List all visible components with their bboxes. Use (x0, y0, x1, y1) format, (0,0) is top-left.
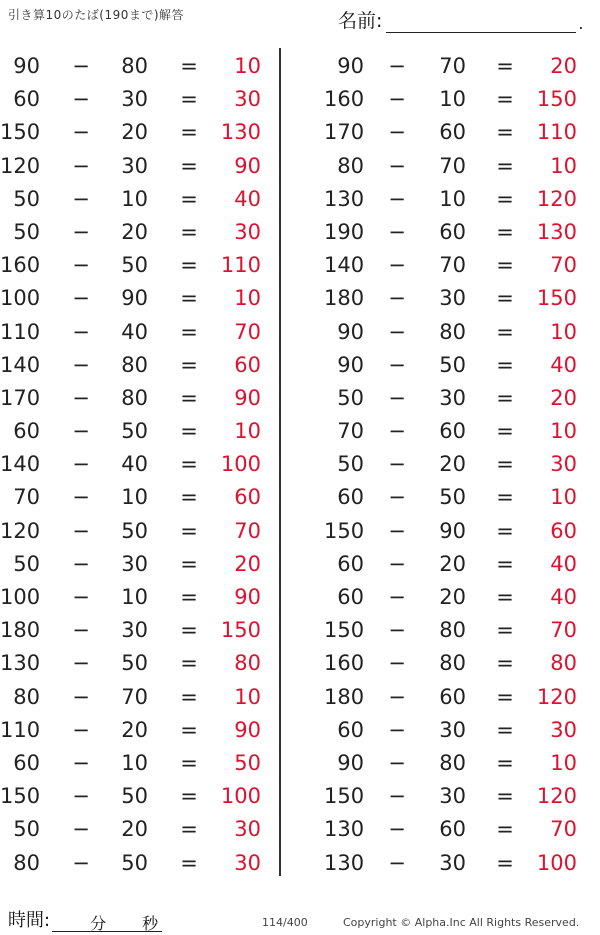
minuend: 60 (337, 551, 364, 576)
minuend: 90 (337, 750, 364, 775)
answer: 10 (234, 419, 261, 444)
minuend: 50 (13, 551, 40, 576)
subtrahend: 20 (121, 219, 148, 244)
minus-sign: − (72, 651, 90, 676)
minuend: 80 (13, 850, 40, 875)
answer: 30 (550, 717, 577, 742)
minuend: 170 (0, 385, 41, 410)
minuend: 160 (0, 253, 41, 278)
answer: 130 (220, 120, 261, 145)
minus-sign: − (388, 618, 406, 643)
subtrahend: 60 (439, 817, 466, 842)
minuend: 150 (324, 618, 365, 643)
answer: 110 (536, 120, 577, 145)
answer: 80 (234, 651, 261, 676)
worksheet-title: 引き算10のたば(190まで)解答 (8, 8, 185, 22)
subtrahend: 70 (439, 253, 466, 278)
equals-sign: = (496, 485, 514, 510)
equals-sign: = (496, 784, 514, 809)
subtrahend: 60 (439, 219, 466, 244)
minus-sign: − (72, 684, 90, 709)
minus-sign: − (388, 120, 406, 145)
minus-sign: − (72, 385, 90, 410)
minuend: 50 (13, 186, 40, 211)
equals-sign: = (180, 684, 198, 709)
subtrahend: 80 (439, 319, 466, 344)
minus-sign: − (388, 87, 406, 112)
minuend: 50 (13, 817, 40, 842)
equals-sign: = (180, 319, 198, 344)
minus-sign: − (72, 286, 90, 311)
time-label: 時間: (8, 910, 51, 931)
minus-sign: − (72, 419, 90, 444)
minus-sign: − (388, 585, 406, 609)
answer: 20 (550, 385, 577, 410)
subtrahend: 80 (121, 54, 148, 78)
subtrahend: 30 (439, 717, 466, 742)
equals-sign: = (180, 551, 198, 576)
subtrahend: 20 (121, 717, 148, 742)
answer: 120 (536, 186, 577, 211)
minuend: 140 (0, 452, 41, 477)
minus-sign: − (72, 186, 90, 211)
equals-sign: = (496, 551, 514, 576)
page-number: 114/400 (262, 916, 308, 929)
minus-sign: − (72, 551, 90, 576)
minus-sign: − (388, 551, 406, 576)
minus-sign: − (72, 750, 90, 775)
equals-sign: = (496, 286, 514, 311)
answer: 30 (234, 219, 261, 244)
minus-sign: − (72, 784, 90, 809)
seconds-label: 秒 (142, 914, 159, 933)
name-field (338, 6, 584, 33)
minus-sign: − (388, 286, 406, 311)
minuend: 100 (0, 585, 41, 609)
minus-sign: − (72, 87, 90, 112)
answer: 90 (234, 585, 261, 609)
minus-sign: − (72, 253, 90, 278)
answer: 10 (234, 54, 261, 78)
equals-sign: = (496, 452, 514, 477)
minus-sign: − (72, 120, 90, 145)
minus-sign: − (72, 585, 90, 609)
answer: 10 (550, 750, 577, 775)
time-field (8, 906, 162, 932)
subtrahend: 30 (439, 850, 466, 875)
subtrahend: 70 (439, 153, 466, 178)
subtrahend: 30 (121, 551, 148, 576)
name-dot: . (578, 14, 584, 33)
answer: 60 (234, 485, 261, 510)
minuend: 60 (337, 485, 364, 510)
minuend: 50 (337, 385, 364, 410)
minus-sign: − (388, 54, 406, 78)
name-label: 名前: (338, 10, 383, 32)
minuend: 130 (324, 186, 365, 211)
minuend: 130 (324, 817, 365, 842)
minus-sign: − (388, 485, 406, 510)
subtrahend: 80 (439, 618, 466, 643)
equals-sign: = (496, 186, 514, 211)
answer: 10 (550, 419, 577, 444)
minus-sign: − (72, 153, 90, 178)
minuend: 60 (13, 87, 40, 112)
minus-sign: − (388, 352, 406, 377)
minuend: 50 (13, 219, 40, 244)
answer: 100 (220, 452, 261, 477)
equals-sign: = (180, 651, 198, 676)
subtrahend: 50 (121, 651, 148, 676)
equals-sign: = (180, 54, 198, 78)
minus-sign: − (72, 850, 90, 875)
minus-sign: − (388, 219, 406, 244)
minuend: 150 (0, 784, 41, 809)
minuend: 90 (337, 54, 364, 78)
minuend: 70 (13, 485, 40, 510)
subtrahend: 40 (121, 319, 148, 344)
minus-sign: − (72, 518, 90, 543)
minuend: 60 (13, 419, 40, 444)
equals-sign: = (180, 817, 198, 842)
minus-sign: − (388, 850, 406, 875)
equals-sign: = (496, 750, 514, 775)
answer: 90 (234, 717, 261, 742)
answer: 30 (550, 452, 577, 477)
minuend: 120 (0, 518, 41, 543)
equals-sign: = (496, 253, 514, 278)
answer: 10 (234, 684, 261, 709)
equals-sign: = (496, 319, 514, 344)
minuend: 70 (337, 419, 364, 444)
equals-sign: = (180, 618, 198, 643)
minuend: 150 (0, 120, 41, 145)
minus-sign: − (72, 618, 90, 643)
subtrahend: 20 (439, 551, 466, 576)
minuend: 110 (0, 319, 41, 344)
minuend: 130 (0, 651, 41, 676)
equals-sign: = (496, 153, 514, 178)
equals-sign: = (496, 651, 514, 676)
answer: 80 (550, 651, 577, 676)
answer: 10 (550, 485, 577, 510)
subtrahend: 20 (121, 817, 148, 842)
subtrahend: 30 (439, 286, 466, 311)
subtrahend: 10 (121, 485, 148, 510)
answer: 130 (536, 219, 577, 244)
answer: 90 (234, 385, 261, 410)
name-blank-line (386, 12, 576, 33)
answer: 60 (550, 518, 577, 543)
equals-sign: = (496, 219, 514, 244)
minuend: 150 (324, 784, 365, 809)
minuend: 140 (324, 253, 365, 278)
minuend: 90 (337, 319, 364, 344)
equals-sign: = (180, 186, 198, 211)
answer: 10 (234, 286, 261, 311)
minus-sign: − (388, 750, 406, 775)
minus-sign: − (388, 253, 406, 278)
answer: 50 (234, 750, 261, 775)
copyright-notice: Copyright © Alpha.Inc All Rights Reserved. (343, 916, 580, 929)
subtrahend: 30 (439, 784, 466, 809)
minuend: 120 (0, 153, 41, 178)
equals-sign: = (180, 153, 198, 178)
equals-sign: = (180, 385, 198, 410)
minuend: 180 (324, 286, 365, 311)
equals-sign: = (496, 518, 514, 543)
answer: 10 (550, 153, 577, 178)
minuend: 100 (0, 286, 41, 311)
subtrahend: 50 (121, 784, 148, 809)
answer: 70 (550, 618, 577, 643)
answer: 40 (550, 551, 577, 576)
minutes-label: 分 (90, 914, 107, 933)
equals-sign: = (496, 585, 514, 609)
answer: 30 (234, 817, 261, 842)
minus-sign: − (388, 385, 406, 410)
answer: 70 (550, 253, 577, 278)
subtrahend: 50 (439, 352, 466, 377)
answer: 40 (234, 186, 261, 211)
minus-sign: − (388, 651, 406, 676)
equals-sign: = (496, 850, 514, 875)
minus-sign: − (388, 419, 406, 444)
minus-sign: − (388, 153, 406, 178)
answer: 70 (550, 817, 577, 842)
subtrahend: 80 (121, 385, 148, 410)
subtrahend: 10 (121, 750, 148, 775)
minuend: 150 (324, 518, 365, 543)
answer: 90 (234, 153, 261, 178)
equals-sign: = (180, 585, 198, 609)
minuend: 140 (0, 352, 41, 377)
equals-sign: = (180, 784, 198, 809)
answer: 110 (220, 253, 261, 278)
subtrahend: 10 (439, 186, 466, 211)
minus-sign: − (72, 219, 90, 244)
minuend: 110 (0, 717, 41, 742)
minuend: 160 (324, 87, 365, 112)
minus-sign: − (388, 817, 406, 842)
minus-sign: − (388, 518, 406, 543)
equals-sign: = (496, 385, 514, 410)
answer: 30 (234, 850, 261, 875)
equals-sign: = (496, 618, 514, 643)
equals-sign: = (180, 120, 198, 145)
equals-sign: = (496, 120, 514, 145)
minus-sign: − (72, 485, 90, 510)
minus-sign: − (72, 452, 90, 477)
minus-sign: − (388, 186, 406, 211)
minus-sign: − (388, 319, 406, 344)
subtrahend: 10 (121, 585, 148, 609)
minus-sign: − (72, 352, 90, 377)
equals-sign: = (180, 219, 198, 244)
equals-sign: = (180, 87, 198, 112)
subtrahend: 80 (121, 352, 148, 377)
time-blank-line (52, 911, 162, 932)
subtrahend: 50 (121, 253, 148, 278)
equals-sign: = (180, 452, 198, 477)
minuend: 60 (337, 585, 364, 609)
answer: 120 (536, 684, 577, 709)
minuend: 50 (337, 452, 364, 477)
minuend: 60 (337, 717, 364, 742)
equals-sign: = (496, 684, 514, 709)
answer: 30 (234, 87, 261, 112)
answer: 70 (234, 319, 261, 344)
subtrahend: 80 (439, 651, 466, 676)
equals-sign: = (496, 817, 514, 842)
minus-sign: − (388, 684, 406, 709)
subtrahend: 70 (439, 54, 466, 78)
equals-sign: = (496, 352, 514, 377)
subtrahend: 60 (439, 419, 466, 444)
subtrahend: 30 (121, 87, 148, 112)
subtrahend: 50 (121, 518, 148, 543)
subtrahend: 20 (121, 120, 148, 145)
subtrahend: 10 (439, 87, 466, 112)
subtrahend: 30 (121, 153, 148, 178)
subtrahend: 20 (439, 452, 466, 477)
answer: 150 (536, 87, 577, 112)
equals-sign: = (496, 717, 514, 742)
minuend: 130 (324, 850, 365, 875)
minus-sign: − (388, 784, 406, 809)
equals-sign: = (180, 717, 198, 742)
answer: 40 (550, 352, 577, 377)
minuend: 60 (13, 750, 40, 775)
subtrahend: 30 (121, 618, 148, 643)
minuend: 180 (0, 618, 41, 643)
subtrahend: 40 (121, 452, 148, 477)
minuend: 160 (324, 651, 365, 676)
equals-sign: = (496, 87, 514, 112)
equals-sign: = (180, 419, 198, 444)
equals-sign: = (180, 352, 198, 377)
equals-sign: = (180, 518, 198, 543)
subtrahend: 80 (439, 750, 466, 775)
answer: 60 (234, 352, 261, 377)
minus-sign: − (388, 452, 406, 477)
answer: 120 (536, 784, 577, 809)
subtrahend: 70 (121, 684, 148, 709)
minus-sign: − (72, 717, 90, 742)
answer: 150 (536, 286, 577, 311)
minuend: 170 (324, 120, 365, 145)
equals-sign: = (180, 485, 198, 510)
minus-sign: − (388, 717, 406, 742)
answer: 20 (234, 551, 261, 576)
answer: 70 (234, 518, 261, 543)
answer: 150 (220, 618, 261, 643)
minuend: 180 (324, 684, 365, 709)
equals-sign: = (180, 850, 198, 875)
subtrahend: 60 (439, 684, 466, 709)
answer: 10 (550, 319, 577, 344)
subtrahend: 90 (121, 286, 148, 311)
answer: 20 (550, 54, 577, 78)
equals-sign: = (180, 750, 198, 775)
answer: 100 (536, 850, 577, 875)
subtrahend: 20 (439, 585, 466, 609)
equals-sign: = (496, 419, 514, 444)
subtrahend: 60 (439, 120, 466, 145)
equals-sign: = (180, 286, 198, 311)
equals-sign: = (180, 253, 198, 278)
equals-sign: = (496, 54, 514, 78)
minuend: 90 (13, 54, 40, 78)
subtrahend: 10 (121, 186, 148, 211)
column-divider (279, 48, 281, 876)
minuend: 80 (13, 684, 40, 709)
subtrahend: 50 (121, 850, 148, 875)
subtrahend: 90 (439, 518, 466, 543)
minuend: 90 (337, 352, 364, 377)
answer: 100 (220, 784, 261, 809)
minus-sign: − (72, 54, 90, 78)
minus-sign: − (72, 319, 90, 344)
minuend: 80 (337, 153, 364, 178)
subtrahend: 50 (121, 419, 148, 444)
answer: 40 (550, 585, 577, 609)
minus-sign: − (72, 817, 90, 842)
minuend: 190 (324, 219, 365, 244)
subtrahend: 30 (439, 385, 466, 410)
subtrahend: 50 (439, 485, 466, 510)
